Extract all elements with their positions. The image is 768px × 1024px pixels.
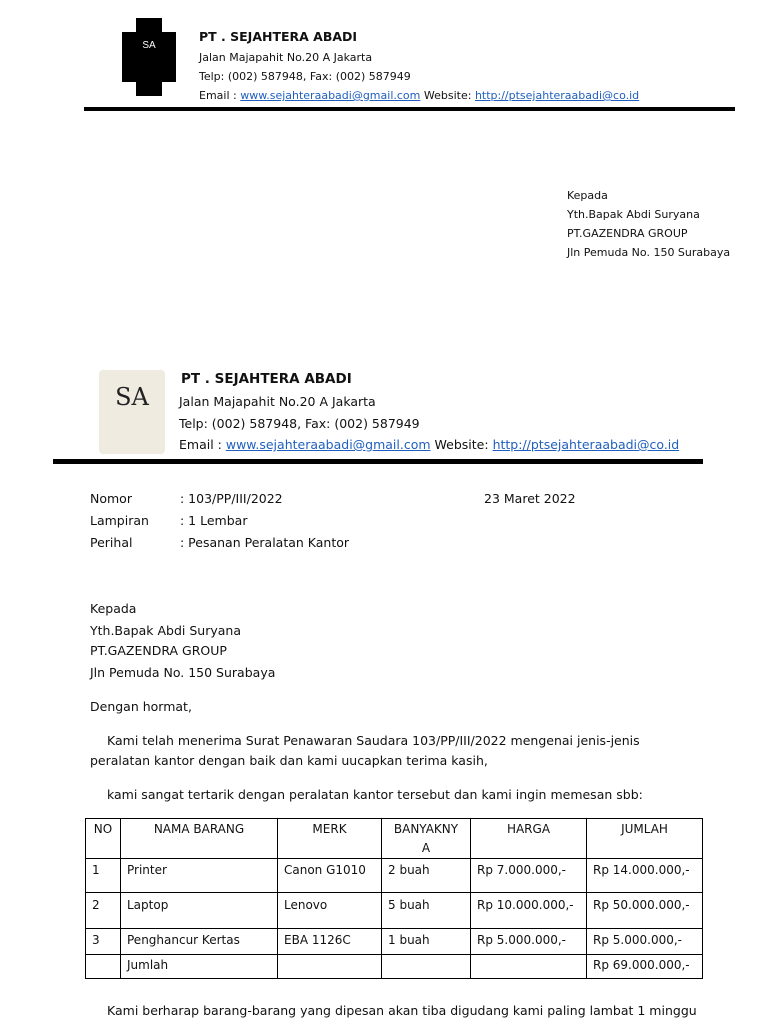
company-phone-main: Telp: (002) 587948, Fax: (002) 587949 <box>179 416 420 431</box>
cell-banyaknya: 1 buah <box>382 929 471 955</box>
letter-date: 23 Maret 2022 <box>484 491 576 506</box>
perihal-label: Perihal <box>90 535 133 550</box>
col-header-jumlah: JUMLAH <box>587 819 703 859</box>
paragraph-3: Kami berharap barang-barang yang dipesan akan tiba digudang kami paling lambat 1 minggu <box>107 1003 697 1018</box>
cell-merk: EBA 1126C <box>278 929 382 955</box>
cell-no: 1 <box>86 859 121 893</box>
recipient-line: Jln Pemuda No. 150 Surabaya <box>90 665 276 680</box>
col-header-harga: HARGA <box>471 819 587 859</box>
cell-harga: Rp 10.000.000,- <box>471 893 587 929</box>
cell-jumlah: Rp 5.000.000,- <box>587 929 703 955</box>
recipient-line: Yth.Bapak Abdi Suryana <box>90 623 241 638</box>
col-header-banyaknya: BANYAKNY A <box>382 819 471 859</box>
recipient-line: Kepada <box>90 601 137 616</box>
company-logo <box>122 18 176 96</box>
table-row <box>86 893 703 929</box>
table-header-row <box>86 819 703 859</box>
cell-jumlah: Rp 50.000.000,- <box>587 893 703 929</box>
company-address: Jalan Majapahit No.20 A Jakarta <box>199 51 373 64</box>
website-link[interactable]: http://ptsejahteraabadi@co.id <box>474 89 640 102</box>
total-value: Rp 69.000.000,- <box>587 955 703 979</box>
cell-harga: Rp 7.000.000,- <box>471 859 587 893</box>
cell-empty <box>278 955 382 979</box>
col-header-nama-barang: NAMA BARANG <box>121 819 278 859</box>
cell-empty <box>471 955 587 979</box>
logo-text: SA <box>142 40 156 51</box>
cell-no: 2 <box>86 893 121 929</box>
header-divider-main <box>53 459 703 464</box>
nomor-value: : 103/PP/III/2022 <box>180 491 283 506</box>
col-header-merk: MERK <box>278 819 382 859</box>
table-row <box>86 929 703 955</box>
recipient-line: PT.GAZENDRA GROUP <box>90 643 227 658</box>
recipient-line: PT.GAZENDRA GROUP <box>567 227 688 240</box>
cell-jumlah: Rp 14.000.000,- <box>587 859 703 893</box>
cell-nama-barang: Printer <box>121 859 278 893</box>
cell-harga: Rp 5.000.000,- <box>471 929 587 955</box>
website-label: Website: <box>423 89 472 102</box>
cell-nama-barang: Penghancur Kertas <box>121 929 278 955</box>
company-name: PT . SEJAHTERA ABADI <box>199 29 358 44</box>
cell-nama-barang: Laptop <box>121 893 278 929</box>
cell-empty <box>382 955 471 979</box>
company-contact <box>199 89 639 102</box>
cell-banyaknya: 5 buah <box>382 893 471 929</box>
order-table <box>85 818 703 979</box>
paragraph-1-line-2: peralatan kantor dengan baik dan kami uucapkan terima kasih, <box>90 753 488 768</box>
greeting: Dengan hormat, <box>90 699 192 714</box>
email-link[interactable]: www.sejahteraabadi@gmail.com <box>240 89 421 102</box>
logo-text: SA <box>115 383 149 411</box>
website-label: Website: <box>434 437 489 452</box>
cell-banyaknya: 2 buah <box>382 859 471 893</box>
paragraph-1-line-1: Kami telah menerima Surat Penawaran Saudara 103/PP/III/2022 mengenai jenis-jenis <box>107 733 640 748</box>
recipient-line: Jln Pemuda No. 150 Surabaya <box>567 246 731 259</box>
table-total-row <box>86 955 703 979</box>
perihal-value: : Pesanan Peralatan Kantor <box>180 535 350 550</box>
email-label: Email : <box>199 89 237 102</box>
company-phone: Telp: (002) 587948, Fax: (002) 587949 <box>199 70 411 83</box>
email-label: Email : <box>179 437 222 452</box>
company-name-main: PT . SEJAHTERA ABADI <box>181 371 352 387</box>
lampiran-value: : 1 Lembar <box>180 513 248 528</box>
total-label: Jumlah <box>121 955 278 979</box>
recipient-line: Yth.Bapak Abdi Suryana <box>567 208 700 221</box>
header-divider <box>84 107 735 111</box>
cell-merk: Lenovo <box>278 893 382 929</box>
col-header-no: NO <box>86 819 121 859</box>
cell-no: 3 <box>86 929 121 955</box>
nomor-label: Nomor <box>90 491 132 506</box>
company-logo-main <box>99 370 165 454</box>
recipient-line: Kepada <box>567 189 608 202</box>
company-address-main: Jalan Majapahit No.20 A Jakarta <box>179 394 376 409</box>
paragraph-2: kami sangat tertarik dengan peralatan kantor tersebut dan kami ingin memesan sbb: <box>107 787 643 802</box>
email-link[interactable]: www.sejahteraabadi@gmail.com <box>225 437 431 452</box>
cell-merk: Canon G1010 <box>278 859 382 893</box>
cell-empty <box>86 955 121 979</box>
company-contact-main <box>179 437 679 452</box>
table-row <box>86 859 703 893</box>
lampiran-label: Lampiran <box>90 513 149 528</box>
website-link[interactable]: http://ptsejahteraabadi@co.id <box>492 437 680 452</box>
logo-cross-shape <box>122 18 176 96</box>
